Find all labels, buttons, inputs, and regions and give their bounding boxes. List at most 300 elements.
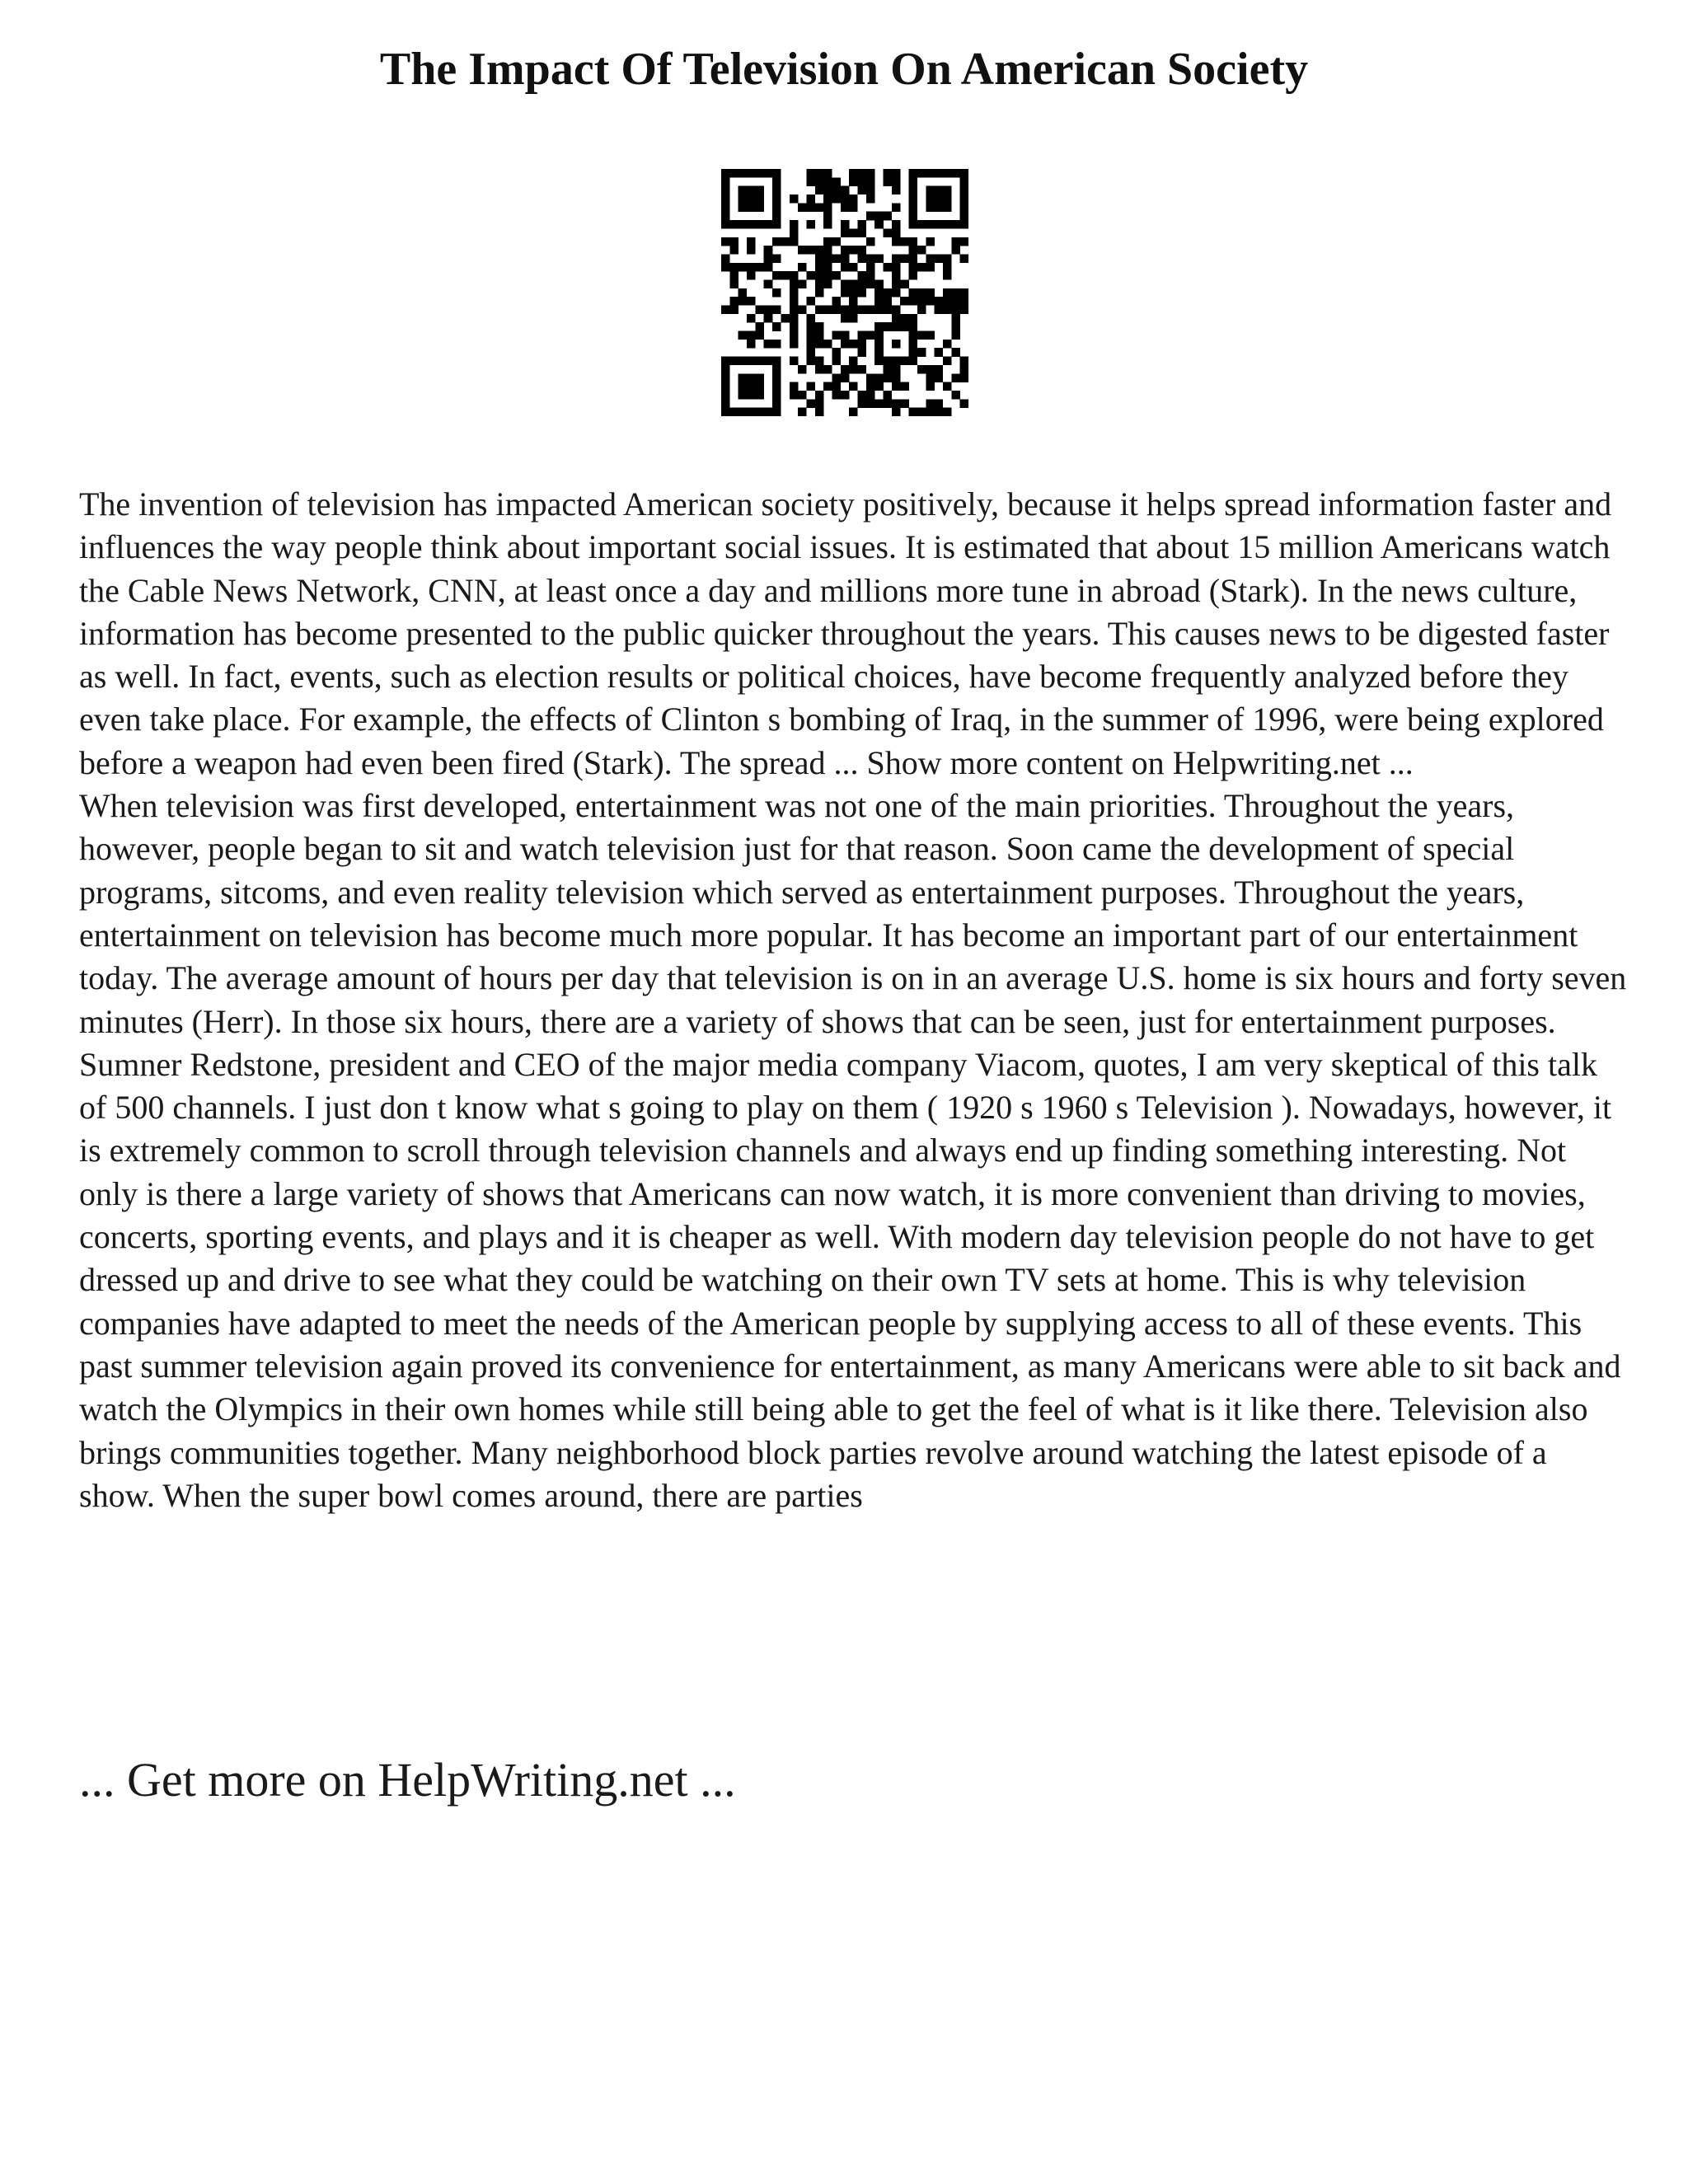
qr-code-graphic bbox=[721, 169, 968, 416]
qr-module bbox=[798, 365, 807, 374]
qr-module bbox=[943, 382, 952, 391]
qr-module bbox=[909, 186, 918, 195]
qr-module bbox=[892, 322, 901, 331]
qr-module bbox=[926, 203, 935, 212]
qr-module bbox=[943, 297, 952, 306]
qr-module bbox=[806, 331, 815, 340]
qr-module bbox=[866, 186, 875, 195]
qr-module bbox=[806, 246, 815, 255]
qr-module bbox=[884, 212, 893, 221]
qr-module bbox=[798, 203, 807, 212]
qr-module bbox=[866, 271, 875, 280]
qr-module bbox=[815, 365, 824, 374]
qr-module bbox=[849, 340, 858, 349]
qr-module bbox=[909, 357, 918, 366]
qr-module bbox=[841, 220, 850, 229]
qr-module bbox=[806, 169, 815, 178]
qr-module bbox=[892, 254, 901, 263]
qr-module bbox=[815, 391, 824, 400]
qr-module bbox=[815, 340, 824, 349]
qr-module bbox=[815, 271, 824, 280]
qr-module bbox=[866, 331, 875, 340]
qr-module bbox=[721, 306, 730, 315]
qr-module bbox=[926, 399, 935, 408]
qr-module bbox=[951, 391, 960, 400]
qr-module bbox=[951, 322, 960, 331]
qr-module bbox=[823, 340, 832, 349]
qr-module bbox=[858, 246, 867, 255]
qr-module bbox=[738, 408, 748, 416]
qr-module bbox=[884, 228, 893, 237]
qr-module bbox=[917, 306, 926, 315]
qr-module bbox=[721, 357, 730, 366]
qr-module bbox=[874, 399, 884, 408]
qr-module bbox=[764, 340, 773, 349]
qr-module bbox=[823, 212, 832, 221]
qr-module bbox=[738, 297, 748, 306]
qr-module bbox=[841, 246, 850, 255]
qr-module bbox=[721, 220, 730, 229]
qr-module bbox=[764, 220, 773, 229]
qr-module bbox=[909, 297, 918, 306]
qr-module bbox=[806, 297, 815, 306]
qr-module bbox=[892, 271, 901, 280]
qr-module bbox=[823, 194, 832, 204]
qr-module bbox=[764, 306, 773, 315]
qr-module bbox=[849, 357, 858, 366]
qr-module bbox=[858, 391, 867, 400]
qr-module bbox=[874, 297, 884, 306]
qr-module bbox=[841, 263, 850, 272]
qr-module bbox=[849, 194, 858, 204]
qr-module bbox=[943, 357, 952, 366]
qr-module bbox=[832, 177, 841, 186]
qr-module bbox=[884, 365, 893, 374]
qr-module bbox=[858, 254, 867, 263]
qr-module bbox=[858, 279, 867, 288]
qr-module bbox=[721, 177, 730, 186]
qr-module bbox=[900, 399, 909, 408]
qr-module bbox=[874, 288, 884, 298]
qr-module bbox=[935, 254, 944, 263]
qr-module bbox=[849, 288, 858, 298]
qr-module bbox=[764, 314, 773, 323]
qr-module bbox=[960, 357, 968, 366]
qr-module bbox=[841, 391, 850, 400]
qr-module bbox=[960, 399, 968, 408]
qr-module bbox=[841, 288, 850, 298]
qr-module bbox=[772, 271, 781, 280]
qr-module bbox=[721, 391, 730, 400]
qr-module bbox=[772, 203, 781, 212]
qr-module bbox=[849, 228, 858, 237]
qr-module bbox=[747, 203, 756, 212]
qr-module bbox=[772, 186, 781, 195]
qr-module bbox=[790, 340, 799, 349]
qr-module bbox=[874, 322, 884, 331]
qr-module bbox=[823, 169, 832, 178]
qr-module bbox=[960, 203, 968, 212]
qr-module bbox=[858, 340, 867, 349]
qr-module bbox=[738, 186, 748, 195]
qr-module bbox=[823, 365, 832, 374]
qr-module bbox=[772, 357, 781, 366]
qr-module bbox=[747, 263, 756, 272]
article-paragraph: When television was first developed, entertainment was not one of the main priorities. Throughout the years, however, people began to sit and watch television just for that reason. Soon came the development of special programs, sitcoms, and even reality television which served as entertainment purposes. Throughout the years, entertainment on television has become much more popular. It has become an important part of our entertainment today. The average amount of hours per day that television is on in an average U.S. home is six hours and forty seven minutes (Herr). In those six hours, there are a variety of shows that can be seen, just for entertainment purposes. Sumner Redstone, president and CEO of the major media company Viacom, quotes, I am very skeptical of this talk of 500 channels. I just don t know what s going to play on them ( 1920 s 1960 s Television ). Nowadays, however, it is extremely common to scroll through television channels and always end up finding something interesting. Not only is there a large variety of shows that Americans can now watch, it is more convenient than driving to movies, concerts, sporting events, and plays and it is cheaper as well. With modern day television people do not have to get dressed up and drive to see what they could be watching on their own TV sets at home. This is why television companies have adapted to meet the needs of the American people by supplying access to all of these events. This past summer television again proved its convenience for entertainment, as many Americans were able to sit back and watch the Olympics in their own homes while still being able to get the feel of what is it like there. Television also brings communities together. Many neighborhood block parties revolve around watching the latest episode of a show. When the super bowl comes around, there are parties bbox=[79, 787, 1627, 1514]
qr-module bbox=[721, 203, 730, 212]
qr-module bbox=[960, 194, 968, 204]
qr-module bbox=[781, 271, 790, 280]
qr-module bbox=[892, 203, 901, 212]
qr-module bbox=[874, 331, 884, 340]
qr-module bbox=[866, 177, 875, 186]
qr-module bbox=[951, 314, 960, 323]
qr-module bbox=[806, 348, 815, 357]
qr-module bbox=[729, 279, 738, 288]
qr-module bbox=[729, 297, 738, 306]
qr-module bbox=[951, 288, 960, 298]
qr-module bbox=[917, 246, 926, 255]
qr-module bbox=[943, 288, 952, 298]
qr-module bbox=[798, 246, 807, 255]
qr-module bbox=[772, 169, 781, 178]
qr-module bbox=[806, 340, 815, 349]
qr-module bbox=[747, 340, 756, 349]
qr-module bbox=[806, 177, 815, 186]
qr-module bbox=[849, 314, 858, 323]
qr-module bbox=[738, 382, 748, 391]
qr-module bbox=[892, 279, 901, 288]
qr-module bbox=[729, 357, 738, 366]
qr-module bbox=[823, 203, 832, 212]
qr-module bbox=[926, 169, 935, 178]
qr-module bbox=[892, 186, 901, 195]
qr-module bbox=[806, 357, 815, 366]
qr-module bbox=[892, 382, 901, 391]
qr-module bbox=[943, 220, 952, 229]
qr-module bbox=[917, 263, 926, 272]
qr-module bbox=[841, 194, 850, 204]
qr-module bbox=[884, 322, 893, 331]
qr-module bbox=[772, 237, 781, 246]
qr-module bbox=[841, 186, 850, 195]
qr-module bbox=[926, 331, 935, 340]
qr-module bbox=[772, 340, 781, 349]
qr-module bbox=[832, 194, 841, 204]
qr-module bbox=[772, 254, 781, 263]
qr-module bbox=[943, 306, 952, 315]
qr-module bbox=[747, 169, 756, 178]
qr-module bbox=[926, 408, 935, 416]
qr-module bbox=[815, 263, 824, 272]
qr-module bbox=[815, 408, 824, 416]
qr-module bbox=[738, 203, 748, 212]
qr-module bbox=[892, 220, 901, 229]
qr-module bbox=[909, 314, 918, 323]
qr-module bbox=[858, 271, 867, 280]
qr-module bbox=[943, 340, 952, 349]
qr-module bbox=[935, 306, 944, 315]
qr-module bbox=[755, 322, 764, 331]
qr-module bbox=[806, 382, 815, 391]
qr-module bbox=[823, 382, 832, 391]
qr-module bbox=[823, 279, 832, 288]
qr-module bbox=[815, 254, 824, 263]
qr-module bbox=[960, 212, 968, 221]
qr-module bbox=[823, 306, 832, 315]
qr-module bbox=[866, 373, 875, 382]
qr-module bbox=[926, 382, 935, 391]
qr-module bbox=[849, 306, 858, 315]
qr-module bbox=[823, 220, 832, 229]
qr-module bbox=[721, 365, 730, 374]
qr-module bbox=[909, 203, 918, 212]
qr-module bbox=[815, 399, 824, 408]
qr-module bbox=[892, 365, 901, 374]
qr-module bbox=[790, 306, 799, 315]
qr-module bbox=[874, 306, 884, 315]
qr-module bbox=[841, 373, 850, 382]
qr-module bbox=[892, 408, 901, 416]
qr-module bbox=[926, 194, 935, 204]
qr-module bbox=[772, 212, 781, 221]
qr-module bbox=[866, 391, 875, 400]
qr-module bbox=[858, 306, 867, 315]
qr-module bbox=[960, 254, 968, 263]
qr-module bbox=[755, 220, 764, 229]
qr-module bbox=[951, 306, 960, 315]
qr-module bbox=[917, 348, 926, 357]
qr-module bbox=[841, 331, 850, 340]
qr-module bbox=[884, 306, 893, 315]
qr-module bbox=[755, 408, 764, 416]
qr-module bbox=[747, 331, 756, 340]
qr-module bbox=[738, 357, 748, 366]
qr-module bbox=[806, 271, 815, 280]
qr-module bbox=[815, 306, 824, 315]
qr-module bbox=[729, 220, 738, 229]
qr-module bbox=[960, 169, 968, 178]
qr-module bbox=[935, 365, 944, 374]
qr-module bbox=[926, 297, 935, 306]
qr-module bbox=[823, 254, 832, 263]
qr-module bbox=[806, 314, 815, 323]
qr-module bbox=[866, 254, 875, 263]
qr-module bbox=[909, 348, 918, 357]
qr-module bbox=[798, 408, 807, 416]
qr-module bbox=[892, 357, 901, 366]
qr-module bbox=[892, 288, 901, 298]
qr-module bbox=[900, 357, 909, 366]
qr-module bbox=[960, 373, 968, 382]
qr-module bbox=[772, 365, 781, 374]
qr-module bbox=[815, 169, 824, 178]
qr-module bbox=[917, 331, 926, 340]
qr-module bbox=[747, 408, 756, 416]
qr-module bbox=[858, 220, 867, 229]
qr-module bbox=[729, 271, 738, 280]
qr-module bbox=[721, 373, 730, 382]
qr-module bbox=[909, 169, 918, 178]
qr-module bbox=[764, 357, 773, 366]
qr-module bbox=[806, 194, 815, 204]
qr-module bbox=[951, 331, 960, 340]
get-more-link[interactable]: ... Get more on HelpWriting.net ... bbox=[79, 1753, 736, 1807]
qr-module bbox=[781, 237, 790, 246]
qr-module bbox=[790, 279, 799, 288]
qr-module bbox=[943, 254, 952, 263]
qr-module bbox=[935, 169, 944, 178]
qr-module bbox=[738, 220, 748, 229]
qr-module bbox=[738, 194, 748, 204]
qr-module bbox=[755, 263, 764, 272]
qr-module bbox=[790, 382, 799, 391]
qr-module bbox=[909, 263, 918, 272]
qr-module bbox=[729, 246, 738, 255]
qr-module bbox=[849, 279, 858, 288]
qr-module bbox=[917, 169, 926, 178]
qr-module bbox=[858, 228, 867, 237]
qr-module bbox=[772, 306, 781, 315]
qr-module bbox=[755, 331, 764, 340]
qr-module bbox=[755, 373, 764, 382]
qr-module bbox=[721, 237, 730, 246]
qr-module bbox=[892, 263, 901, 272]
qr-module bbox=[790, 357, 799, 366]
qr-module bbox=[926, 237, 935, 246]
qr-module bbox=[951, 373, 960, 382]
qr-module bbox=[900, 279, 909, 288]
qr-module bbox=[866, 194, 875, 204]
qr-module bbox=[747, 391, 756, 400]
qr-module bbox=[729, 169, 738, 178]
qr-module bbox=[729, 263, 738, 272]
qr-module bbox=[900, 297, 909, 306]
qr-module bbox=[841, 203, 850, 212]
qr-module bbox=[849, 408, 858, 416]
qr-module bbox=[900, 314, 909, 323]
qr-module bbox=[823, 263, 832, 272]
qr-module bbox=[960, 177, 968, 186]
qr-module bbox=[772, 408, 781, 416]
qr-module bbox=[790, 391, 799, 400]
qr-module bbox=[747, 382, 756, 391]
qr-module bbox=[806, 322, 815, 331]
page-title: The Impact Of Television On American Society bbox=[379, 44, 1309, 95]
qr-module bbox=[790, 322, 799, 331]
qr-module bbox=[738, 373, 748, 382]
qr-module bbox=[874, 220, 884, 229]
qr-module bbox=[832, 237, 841, 246]
qr-module bbox=[849, 382, 858, 391]
qr-module bbox=[866, 212, 875, 221]
qr-module bbox=[755, 186, 764, 195]
qr-module bbox=[884, 373, 893, 382]
qr-module bbox=[866, 263, 875, 272]
qr-module bbox=[951, 246, 960, 255]
qr-module bbox=[790, 237, 799, 246]
qr-module bbox=[960, 220, 968, 229]
qr-module bbox=[943, 194, 952, 204]
qr-module bbox=[866, 306, 875, 315]
qr-module bbox=[772, 399, 781, 408]
qr-module bbox=[874, 348, 884, 357]
qr-module bbox=[721, 212, 730, 221]
qr-module bbox=[917, 408, 926, 416]
qr-module bbox=[747, 246, 756, 255]
qr-module bbox=[892, 399, 901, 408]
qr-module bbox=[909, 237, 918, 246]
qr-module bbox=[884, 357, 893, 366]
qr-module bbox=[917, 297, 926, 306]
qr-module bbox=[951, 169, 960, 178]
qr-module bbox=[806, 399, 815, 408]
qr-module bbox=[798, 306, 807, 315]
qr-module bbox=[884, 177, 893, 186]
qr-module bbox=[874, 357, 884, 366]
qr-module bbox=[747, 373, 756, 382]
qr-module bbox=[832, 331, 841, 340]
qr-module bbox=[790, 288, 799, 298]
qr-module bbox=[884, 263, 893, 272]
qr-module bbox=[772, 220, 781, 229]
qr-module bbox=[841, 314, 850, 323]
qr-module bbox=[874, 373, 884, 382]
qr-module bbox=[884, 297, 893, 306]
qr-module bbox=[790, 314, 799, 323]
qr-module bbox=[815, 331, 824, 340]
qr-module bbox=[909, 271, 918, 280]
qr-module bbox=[798, 391, 807, 400]
qr-module bbox=[823, 237, 832, 246]
qr-module bbox=[909, 212, 918, 221]
qr-module bbox=[755, 203, 764, 212]
qr-module bbox=[960, 297, 968, 306]
qr-code-icon[interactable] bbox=[721, 169, 968, 416]
qr-module bbox=[874, 254, 884, 263]
qr-module bbox=[866, 237, 875, 246]
qr-module bbox=[729, 408, 738, 416]
qr-module bbox=[858, 169, 867, 178]
qr-module bbox=[926, 373, 935, 382]
qr-module bbox=[943, 263, 952, 272]
qr-module bbox=[815, 357, 824, 366]
qr-module bbox=[764, 246, 773, 255]
qr-module bbox=[729, 306, 738, 315]
qr-module bbox=[858, 348, 867, 357]
qr-module bbox=[798, 279, 807, 288]
qr-module bbox=[884, 399, 893, 408]
qr-module bbox=[798, 263, 807, 272]
qr-module bbox=[849, 263, 858, 272]
qr-module bbox=[926, 186, 935, 195]
qr-module bbox=[815, 322, 824, 331]
qr-module bbox=[781, 314, 790, 323]
qr-module bbox=[892, 340, 901, 349]
qr-module bbox=[729, 237, 738, 246]
qr-module bbox=[747, 297, 756, 306]
qr-module bbox=[909, 322, 918, 331]
qr-module bbox=[806, 220, 815, 229]
qr-module bbox=[960, 288, 968, 298]
qr-module bbox=[832, 391, 841, 400]
qr-module bbox=[909, 194, 918, 204]
qr-module bbox=[892, 373, 901, 382]
qr-module bbox=[866, 279, 875, 288]
qr-module bbox=[832, 254, 841, 263]
qr-module bbox=[755, 306, 764, 315]
qr-module bbox=[943, 169, 952, 178]
